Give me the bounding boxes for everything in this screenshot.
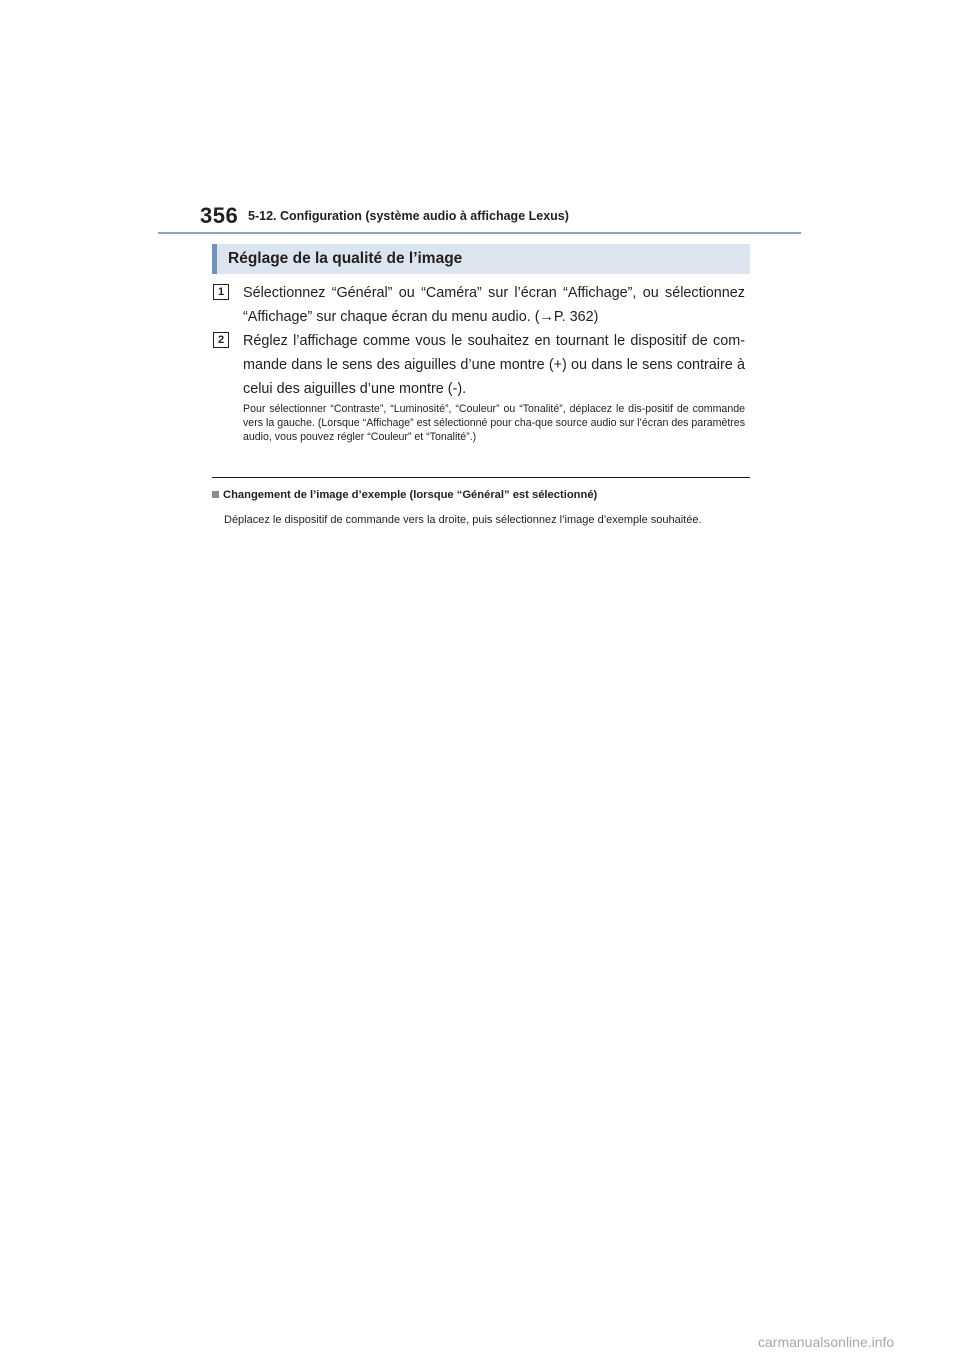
step-1-badge: 1 bbox=[213, 284, 229, 300]
section-divider bbox=[212, 477, 750, 478]
square-bullet-icon bbox=[212, 491, 219, 498]
section-heading-bar bbox=[212, 244, 750, 274]
info-text: Déplacez le dispositif de commande vers la droite, puis sélectionnez l’image d’exemple souhaitée. bbox=[224, 514, 702, 526]
step-2-note: Pour sélectionner “Contraste”, “Luminosité”, “Couleur” ou “Tonalité”, déplacez le dis-positif de commande vers la gauche. (Lorsque “Affichage” est sélectionné pour cha-que source audio sur l’écran des paramètres audio, vous pouvez régler “Couleur” et “Tonalité”.) bbox=[243, 403, 745, 443]
section-title: Réglage de la qualité de l’image bbox=[228, 250, 463, 267]
chapter-title: 5-12. Configuration (système audio à affichage Lexus) bbox=[248, 209, 569, 223]
info-heading bbox=[212, 489, 597, 501]
info-title: Changement de l’image d’exemple (lorsque “Général” est sélectionné) bbox=[223, 489, 598, 501]
step-2-badge: 2 bbox=[213, 332, 229, 348]
watermark: carmanualsonline.info bbox=[758, 1334, 895, 1350]
step-1-text: Sélectionnez “Général” ou “Caméra” sur l’écran “Affichage”, ou sélectionnez “Affichage” sur chaque écran du menu audio. (→P. 362) bbox=[243, 285, 745, 325]
step-2-text: Réglez l’affichage comme vous le souhaitez en tournant le dispositif de com-mande dans le sens des aiguilles d’une montre (+) ou dans le sens contraire à celui des aiguilles d’une montre (-). bbox=[243, 333, 745, 397]
page-number: 356 bbox=[200, 203, 239, 228]
header-divider bbox=[158, 232, 801, 234]
